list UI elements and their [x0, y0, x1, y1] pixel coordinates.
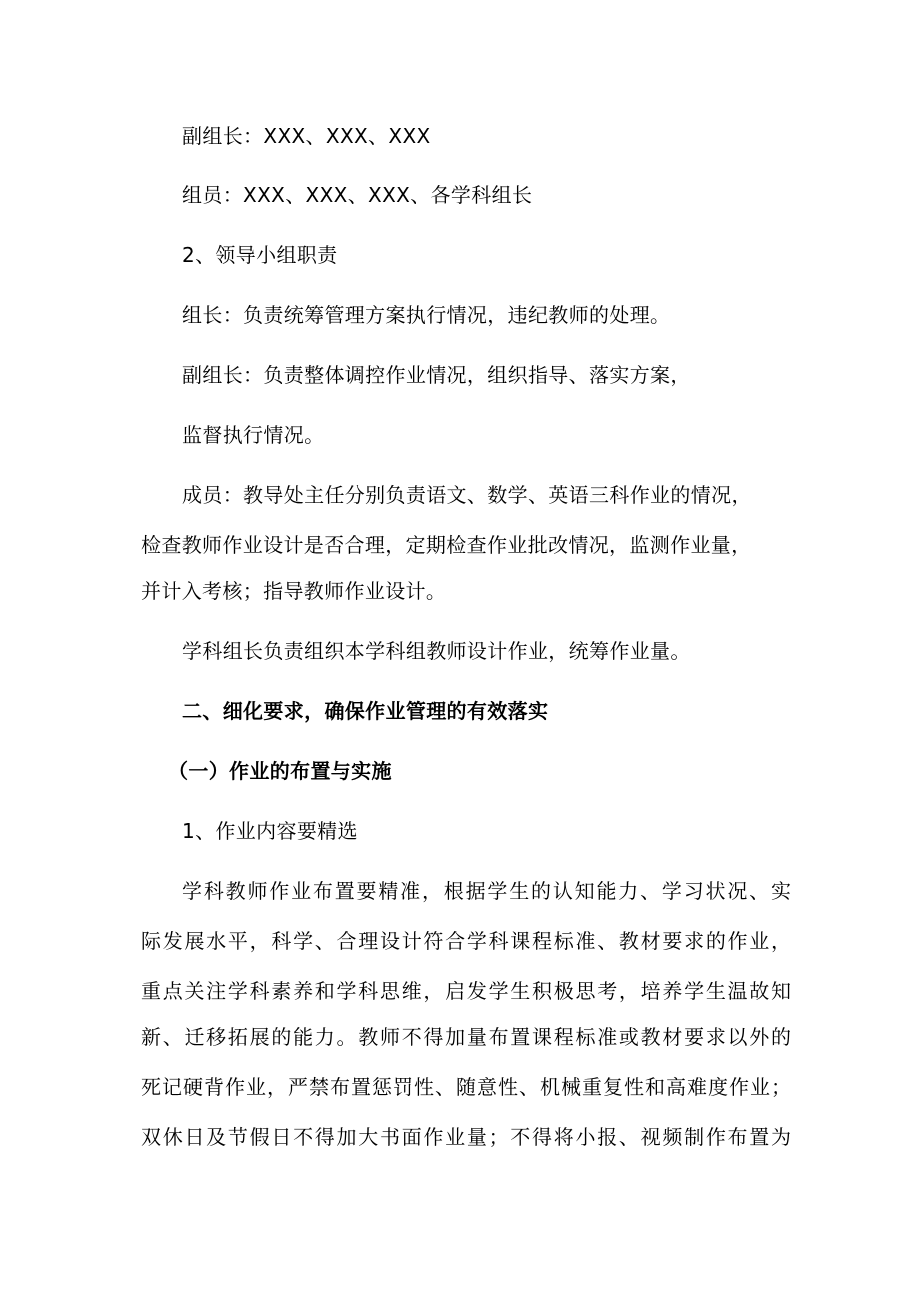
subject-leader-duty-line: 学科组长负责组织本学科组教师设计作业，统筹作业量。 — [182, 639, 691, 663]
paragraph-line-2: 际发展水平，科学、合理设计符合学科课程标准、教材要求的作业， — [141, 929, 791, 953]
paragraph-line-1: 学科教师作业布置要精准，根据学生的认知能力、学习状况、实 — [182, 879, 791, 903]
deputy-leader-duty-line: 副组长：负责整体调控作业情况，组织指导、落实方案， — [182, 363, 691, 387]
members-line: 组员：XXX、XXX、XXX、各学科组长 — [182, 183, 533, 207]
paragraph-line-6: 双休日及节假日不得加大书面作业量；不得将小报、视频制作布置为 — [141, 1125, 791, 1149]
deputy-leader-duty-line-cont: 监督执行情况。 — [182, 423, 325, 447]
leader-duty-line: 组长：负责统筹管理方案执行情况，违纪教师的处理。 — [182, 303, 671, 327]
member-duty-line-2: 检查教师作业设计是否合理，定期检查作业批改情况，监测作业量， — [141, 533, 752, 557]
member-duty-line-3: 并计入考核；指导教师作业设计。 — [141, 579, 447, 603]
section-leadership-duties: 2、领导小组职责 — [182, 243, 338, 267]
section-heading-two: 二、细化要求，确保作业管理的有效落实 — [182, 699, 549, 723]
deputy-leaders-line: 副组长：XXX、XXX、XXX — [182, 124, 431, 148]
paragraph-line-5: 死记硬背作业，严禁布置惩罚性、随意性、机械重复性和高难度作业； — [141, 1075, 791, 1099]
paragraph-line-4: 新、迁移拓展的能力。教师不得加量布置课程标准或教材要求以外的 — [141, 1025, 791, 1049]
item-heading-content-selection: 1、作业内容要精选 — [182, 819, 358, 843]
subsection-heading-one: （一）作业的布置与实施 — [168, 759, 392, 783]
member-duty-line-1: 成员：教导处主任分别负责语文、数学、英语三科作业的情况， — [182, 483, 752, 507]
paragraph-line-3: 重点关注学科素养和学科思维，启发学生积极思考，培养学生温故知 — [141, 979, 791, 1003]
